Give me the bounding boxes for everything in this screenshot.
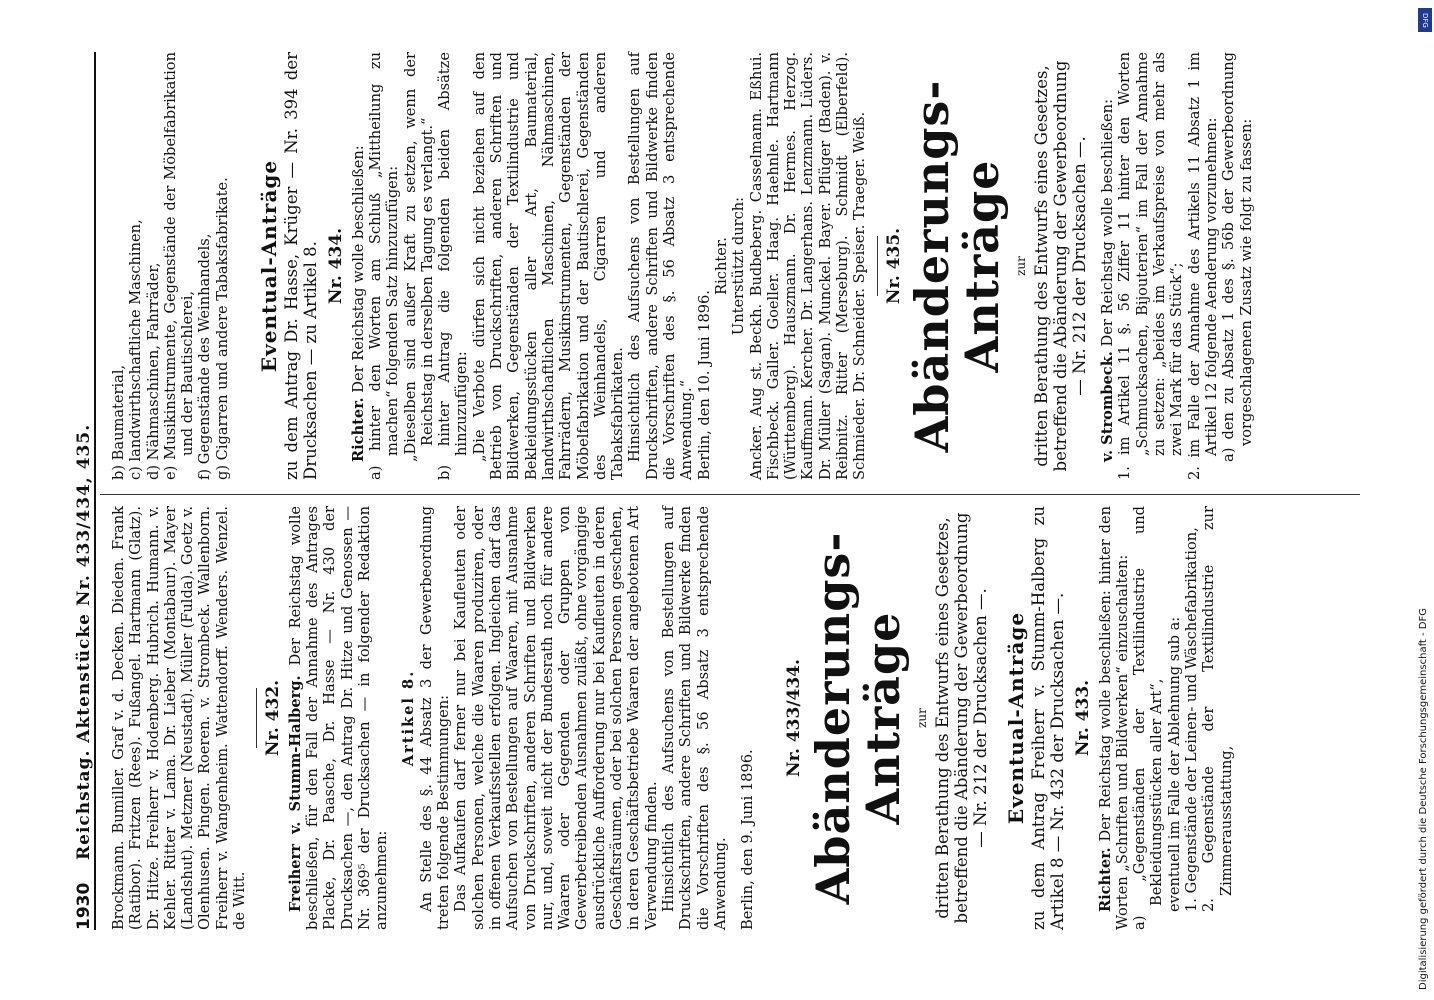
names-block: Brockmann. Bumiller. Graf v. d. Decken. Dieden. Frank (Ratibor). Fritzen (Rees). Fußangel. Hartmann (Glatz). Dr. Hitze. Freiherr v. Hodenberg. Hubrich. Humann. v. Kehler. Ritter v. Lama. Dr. Lieber (Montabaur). Mayer (Landshut). Metzner (Neustadt). Müller (Fulda). Goetz v. Olenhusen. Pingen. Roeren. v. Strombeck. Wallenborn. Freiherr v. Wangenheim. Wattendorff. Wenders. Wenzel. de Witt. [110,506,249,930]
separator [877,236,878,296]
item-b: b) Baumaterial, [110,364,127,480]
item-e: e) Musikinstrumente, Gegenstände der Möbelfabrikation und der Bautischlerei, [161,52,197,480]
left-column [110,506,1235,930]
section-nr434: Nr. 434. [326,227,347,305]
heading-abaenderung: Abänderungs-Anträge [904,79,1009,453]
quote-1: „Die Verbote dürfen sich nicht beziehen auf den Betrieb von Druckschriften, anderen Schriften und Bildwerken, Gegenständen der Textilindustrie und Bekleidungsstücken aller Art, Baumaterial, landwirthschaftlichen Maschinen, Nähmaschinen, Fahrrädern, Musikinstrumenten, Gegenständen der Möbelfabrikation und der Bautischlerei, Gegenständen des Weinhandels, Cigarren und anderen Tabaksfabrikaten. [470,52,627,480]
motion-text: Der Reichstag wolle beschließen: [349,145,367,393]
mover-name: Richter. [1096,847,1114,912]
motion-text: Der Reichstag wolle beschließen: [1099,99,1117,347]
item-eventuell: eventuell im Falle der Ablehnung sub a: [1165,616,1183,912]
signer: Richter. [712,237,730,295]
motion-text: Der Reichstag wolle beschließen: hinter den Worten „Schriften und Bildwerken“ einzuschalten: [1096,506,1131,930]
dfg-logo: DFG [1418,8,1432,32]
eventual-text: zu dem Antrag Dr. Hasse, Krüger — Nr. 394 der Drucksachen — zu Artikel 8. [282,52,321,480]
section-nr433-434: Nr. 433/434. [784,659,805,777]
page-number: 1930 [74,882,94,930]
header-title: Reichstag. Aktenstücke Nr. 433/434, 435. [74,423,94,860]
article-text-1: An Stelle des §. 44 Absatz 3 der Gewerbeordnung treten folgende Bestimmungen: [417,506,453,930]
item-2: 2. im Falle der Annahme des Artikels 11 Absatz 1 im Artikel 12 folgende Aenderung vorzunehmen: [1185,52,1220,480]
item-c: c) landwirthschaftliche Maschinen, [127,219,145,480]
separator [256,688,257,748]
mover-name: Freiherr v. Stumm-Halberg. [286,675,304,912]
page-header [60,52,96,930]
zur-label: zur [914,708,929,728]
article-text-3: Hinsichtlich des Aufsuchens von Bestellungen auf Druckschriften, andere Schriften und Bildwerke finden die Vorschriften des §. 56 Absatz 3 entsprechende Anwendung. [659,506,729,930]
item-f: f) Gegenstände des Weinhandels, [196,233,214,480]
digitization-notice: Digitalisierung gefördert durch die Deutsche Forschungsgemeinschaft - DFG [1418,607,1429,990]
item-2a: a) den zu Absatz 1 des §. 56b der Gewerbeordnung vorgeschlagenen Zusatz wie folgt zu fassen: [1220,52,1255,462]
item-1: 1. Gegenstände der Leinen- und Wäschefabrikation, [1183,527,1201,912]
item-a: a) hinter den Worten am Schluß „Mittheilung zu machen“ folgenden Satz hinzuzufügen: [366,52,402,480]
section-nr435: Nr. 435. [883,227,904,305]
motion-text: Der Reichstag wolle beschließen, für den Fall der Annahme des Antrages Placke, Dr. Paasche, Dr. Hasse — Nr. 430 der Drucksachen —, den Antrag Dr. Hitze und Genossen — Nr. 369⁵ der Drucksachen — in folgender Redaktion anzunehmen: [286,506,391,930]
mover-name: v. Strombeck. [1099,351,1117,462]
item-1: 1. im Artikel 11 §. 56 Ziffer 11 hinter den Worten „Schmucksachen, Bijouterien“ im Fall der Annahme zu setzen: „beides im Verkaufspreise von mehr als zwei Mark für das Stück“; [1116,52,1186,480]
third-reading-text: dritten Berathung des Entwurfs eines Gesetzes, betreffend die Abänderung der Gewerbeordnung — Nr. 212 der Drucksachen —. [932,512,990,924]
right-column [110,52,1255,480]
item-a-quote: „Dieselben sind außer Kraft zu setzen, wenn der Reichstag in derselben Tagung es verlangt.“ [401,52,436,462]
eventual-text: zu dem Antrag Freiherr v. Stumm-Halberg zu Artikel 8 — Nr. 432 der Drucksachen —. [1029,506,1068,930]
section-nr433: Nr. 433. [1073,679,1094,757]
item-a: a) „Gegenständen der Textilindustrie und Bekleidungsstücken aller Art“, [1131,506,1166,930]
third-reading-text: dritten Berathung des Entwurfs eines Gesetzes, betreffend die Abänderung der Gewerbeordnung — Nr. 212 der Drucksachen —. [1032,60,1090,472]
mover-name: Richter. [349,397,367,462]
item-b2: b) hinter Antrag die folgenden beiden Absätze hinzuzufügen: [436,52,471,480]
supporters-list: Ancker. Aug st. Beckh. Budbeberg. Casselmann. Eßhui. Fischbeck. Galler. Goeller. Haag. Haehnle. Hartmann (Württemberg). Hauszmann. Dr. Hermes. Herzog. Kauffmann. Kercher. Dr. Langerhans. Lenzmann. Lüders. Dr. Müller (Sagan). Munckel. Bayer. Pflüger (Baden). v. Reibnitz. Ritter (Merseburg). Schmidt (Elberfeld). Schmieder. Dr. Schneider. Speiser. Traeger. Weiß. [747,52,869,480]
date-line: Berlin, den 10. Juni 1896. [695,290,713,480]
article-heading: Artikel 8. [400,669,418,767]
quote-2: Hinsichtlich des Aufsuchens von Bestellungen auf Druckschriften, andere Schriften und Bildwerke finden die Vorschriften des §. 56 Absatz 3 entsprechende Anwendung.“ [626,52,696,480]
item-g: g) Cigarren und andere Tabaksfabrikate. [213,177,231,480]
supported-by-label: Unterstützt durch: [730,196,748,336]
date-line: Berlin, den 9. Juni 1896. [739,749,757,930]
heading-eventual: Eventual-Anträge [1003,611,1028,825]
heading-eventual: Eventual-Anträge [257,159,282,373]
zur-label: zur [1013,256,1028,276]
heading-abaenderung: Abänderungs-Anträge [805,531,910,905]
article-text-2: Das Aufkaufen darf ferner nur bei Kaufleuten oder solchen Personen, welche die Waaren produziren, oder in offenen Verkaufsstellen erfolgen. Ingleichen darf das Aufsuchen von Bestellungen auf Waaren, mit Ausnahme von Druckschriften, anderen Schriften und Bildwerken nur, und, soweit nicht der Bundesrath noch für andere Waaren oder Gegenden oder Gruppen von Gewerbetreibenden Ausnahmen zuläßt, ohne vorgängige ausdrückliche Aufforderung nur bei Kaufleuten in deren Geschäftsräumen, oder bei solchen Personen geschehen, in deren Geschäftsbetriebe Waaren der angebotenen Art Verwendung finden. [452,506,660,930]
section-nr432: Nr. 432. [263,679,284,757]
column-divider [100,494,1360,495]
item-d: d) Nähmaschinen, Fahrräder, [144,262,162,480]
item-2: 2. Gegenstände der Textilindustrie zur Zimmerausstattung, [1200,506,1235,912]
